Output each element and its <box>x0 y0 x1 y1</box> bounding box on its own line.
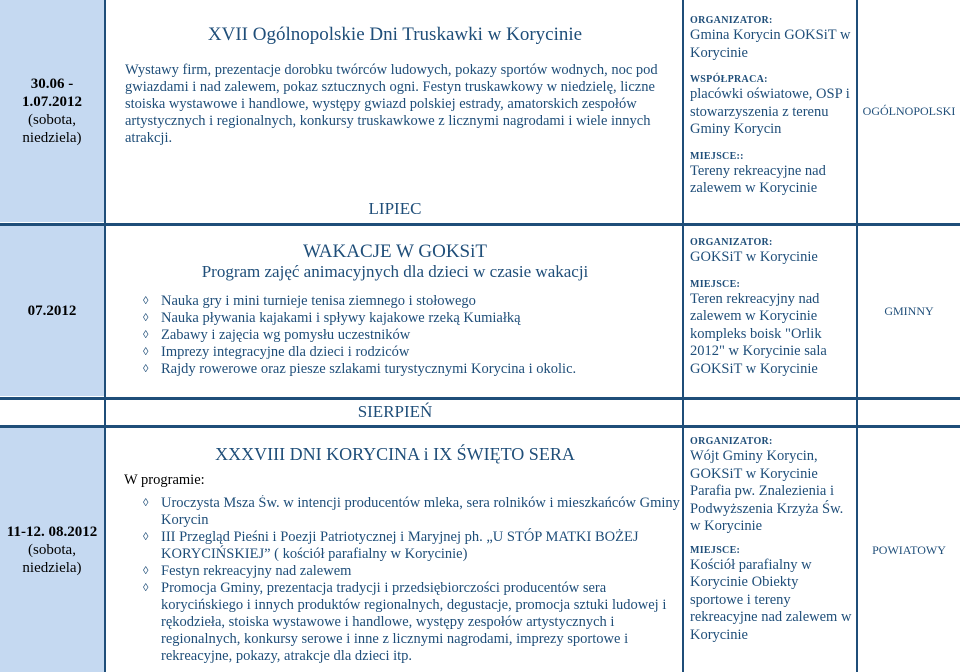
month-lipiec: LIPIEC <box>368 199 422 218</box>
divider <box>856 0 858 672</box>
month-sierpien: SIERPIEŃ <box>357 402 433 421</box>
list-item: ◊ Festyn rekreacyjny nad zalewem <box>136 563 680 580</box>
place-3: Kościół parafialny w Korycinie Obiekty sportowe i tereny rekreacyjne nad zalewem w Korycinie <box>690 556 852 643</box>
list-item: ◊ Nauka pływania kajakami i spływy kajakowe rzeką Kumiałką <box>136 310 680 327</box>
organizer-label-2: ORGANIZATOR: <box>690 237 773 248</box>
place-2: Teren rekreacyjny nad zalewem w Korycinie kompleks boisk "Orlik 2012" w Korycinie sala GOKSiT w Korycinie <box>690 290 827 377</box>
event-subtitle-2: Program zajęć animacyjnych dla dzieci w czasie wakacji <box>201 262 589 281</box>
date-1: 30.06 - 1.07.2012 <box>22 76 82 110</box>
scope-1: OGÓLNOPOLSKI <box>862 103 956 118</box>
event-title-2: WAKACJE W GOKSiT <box>302 241 488 262</box>
scope-3: POWIATOWY <box>872 542 946 557</box>
list-item: ◊ Rajdy rowerowe oraz piesze szlakami turystycznymi Korycina i okolic. <box>136 361 680 378</box>
list-item: ◊ Uroczysta Msza Św. w intencji producentów mleka, sera rolników i mieszkańców Gminy Korycin <box>136 495 680 529</box>
date-1-days: (sobota, niedziela) <box>22 112 82 146</box>
list-item: ◊ Imprezy integracyjne dla dzieci i rodziców <box>136 344 680 361</box>
divider <box>0 425 960 428</box>
event-list-3 <box>136 495 680 671</box>
date-cell-2 <box>0 226 104 396</box>
divider <box>104 0 106 672</box>
organizer-label-3: ORGANIZATOR: <box>690 436 773 447</box>
event-title-1: XVII Ogólnopolskie Dni Truskawki w Korycinie <box>207 24 583 45</box>
date-2: 07.2012 <box>27 303 77 319</box>
cooperation-label-1: WSPÓŁPRACA: <box>690 74 768 85</box>
event-title-3: XXXVIII DNI KORYCINA i IX ŚWIĘTO SERA <box>215 444 575 464</box>
organizer-3: Wójt Gminy Korycin, GOKSiT w Korycinie Parafia pw. Znalezienia i Podwyższenia Krzyża Św. w Korycinie <box>690 448 844 534</box>
list-item: ◊ III Przegląd Pieśni i Poezji Patriotycznej i Maryjnej ph. „U STÓP MATKI BOŻEJ KORYCIŃSKIEJ” ( kościół parafialny w Korycinie) <box>136 529 680 563</box>
list-item: ◊ Nauka gry i mini turnieje tenisa ziemnego i stołowego <box>136 293 680 310</box>
date-cell-3 <box>0 428 104 672</box>
event-list-2 <box>136 293 680 385</box>
program-label-3: W programie: <box>124 472 205 488</box>
divider <box>0 223 960 226</box>
organizer-label-1: ORGANIZATOR: <box>690 15 773 26</box>
place-label-2: MIEJSCE: <box>690 278 741 290</box>
place-label-3: MIEJSCE: <box>690 544 741 556</box>
date-3-days: (sobota, niedziela) <box>22 542 82 576</box>
date-cell-1 <box>0 0 104 222</box>
scope-2: GMINNY <box>884 303 934 318</box>
divider <box>0 397 960 400</box>
event-details-3 <box>690 435 855 672</box>
event-details-1 <box>690 14 855 224</box>
list-item: ◊ Zabawy i zajęcia wg pomysłu uczestników <box>136 327 680 344</box>
place-label-1: MIEJSCE:: <box>690 150 744 162</box>
event-description-1: Wystawy firm, prezentacje dorobku twórców ludowych, pokazy sportów wodnych, noc pod gwiazdami i nad zalewem, pokaz sztucznych ogni. Festyn truskawkowy w niedzielę, liczne stoiska wystawowe i handlowe, występy gwiazd polskiej estrady, amatorskich zespołów artystycznych i regionalnych, konkursy truskawkowe z licznymi nagrodami i wiele innych atrakcji. <box>125 62 658 146</box>
cooperation-1: placówki oświatowe, OSP i stowarzyszenia z terenu Gminy Korycin <box>690 86 850 137</box>
divider <box>682 0 684 672</box>
date-3: 11-12. 08.2012 <box>6 524 98 540</box>
event-details-2 <box>690 236 855 396</box>
organizer-1: Gmina Korycin GOKSiT w Korycinie <box>690 27 851 61</box>
place-1: Tereny rekreacyjne nad zalewem w Korycinie <box>690 162 826 196</box>
list-item: ◊ Promocja Gminy, prezentacja tradycji i przedsiębiorczości producentów sera korycińskiego i innych produktów regionalnych, degustacje, promocja sztuki ludowej i rękodzieła, stoiska wystawowe i handlowe, występy zespołów artystycznych i regionalnych, konkursy serowe i inne z licznymi nagrodami, imprezy sportowe i rekreacyjne, pokazy, atrakcje dla dzieci itp. <box>136 580 680 665</box>
organizer-2: GOKSiT w Korycinie <box>690 249 818 265</box>
